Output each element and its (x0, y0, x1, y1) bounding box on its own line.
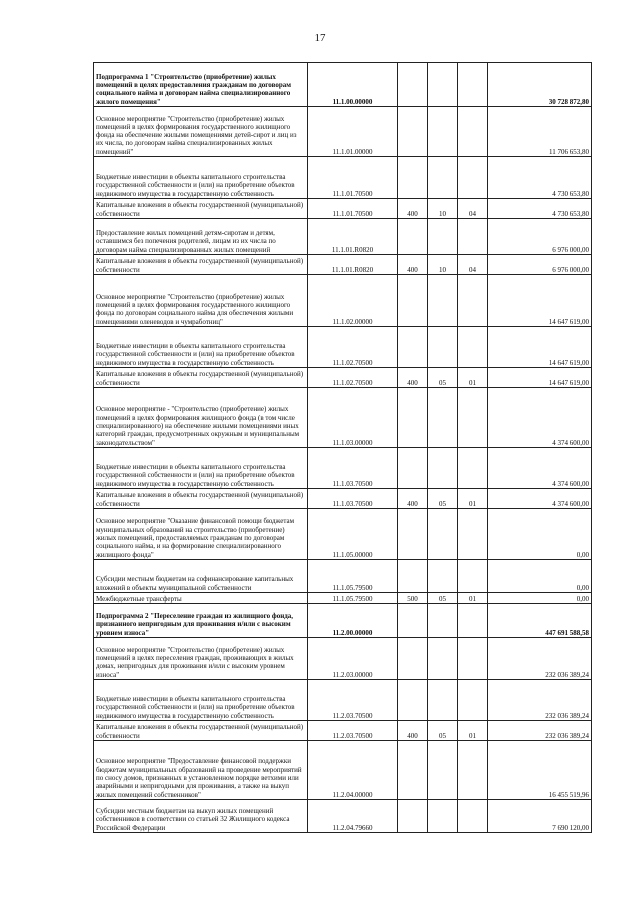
table-row (94, 254, 592, 274)
table-row (94, 592, 592, 603)
row-amount-cell: 0,00 (488, 559, 592, 592)
row-amount-cell: 4 730 653,80 (488, 157, 592, 199)
row-subsection-cell (458, 387, 488, 447)
row-code-cell: 11.1.02.70500 (308, 326, 398, 367)
row-code-cell: 11.1.05.79500 (308, 592, 398, 603)
row-expense-type-cell (398, 508, 428, 559)
row-expense-type-cell (398, 326, 428, 367)
row-amount-cell: 4 730 653,80 (488, 199, 592, 219)
row-section-cell (428, 508, 458, 559)
row-amount-cell: 4 374 600,00 (488, 387, 592, 447)
row-name-cell: Основное мероприятие "Строительство (приобретение) жилых помещений в целях формирования государственного жилищного фонда на обеспечение жилыми помещениями детей-сирот и лиц из их числа, по договорам найма специализированных жилых помещений" (94, 107, 308, 157)
row-section-cell: 05 (428, 720, 458, 740)
row-code-cell: 11.1.01.70500 (308, 157, 398, 199)
table-row (94, 447, 592, 488)
row-subsection-cell: 01 (458, 367, 488, 387)
row-section-cell (428, 219, 458, 255)
row-section-cell (428, 559, 458, 592)
row-subsection-cell (458, 326, 488, 367)
row-code-cell: 11.1.03.70500 (308, 488, 398, 508)
row-section-cell: 05 (428, 367, 458, 387)
table-row (94, 740, 592, 799)
row-subsection-cell (458, 63, 488, 107)
row-section-cell (428, 603, 458, 637)
row-name-cell: Капитальные вложения в объекты государственной (муниципальной) собственности (94, 720, 308, 740)
row-expense-type-cell: 400 (398, 367, 428, 387)
row-code-cell: 11.1.05.79500 (308, 559, 398, 592)
budget-table-body (94, 63, 592, 833)
row-name-cell: Подпрограмма 1 "Строительство (приобретение) жилых помещений в целях предоставления гражданам по договорам социального найма и договорам найма специализированного жилого помещения" (94, 63, 308, 107)
row-section-cell (428, 679, 458, 720)
row-amount-cell: 11 706 653,80 (488, 107, 592, 157)
row-expense-type-cell (398, 157, 428, 199)
table-row (94, 679, 592, 720)
row-subsection-cell (458, 107, 488, 157)
row-expense-type-cell (398, 637, 428, 679)
row-section-cell (428, 637, 458, 679)
row-expense-type-cell (398, 274, 428, 326)
row-section-cell: 05 (428, 488, 458, 508)
row-expense-type-cell: 400 (398, 199, 428, 219)
table-row (94, 367, 592, 387)
row-code-cell: 11.1.03.70500 (308, 447, 398, 488)
row-amount-cell: 0,00 (488, 592, 592, 603)
row-name-cell: Предоставление жилых помещений детям-сиротам и детям, оставшимся без попечения родителей, лицам из их числа по договорам найма специализированных жилых помещений (94, 219, 308, 255)
page-number: 17 (314, 32, 326, 44)
row-code-cell: 11.2.04.79660 (308, 799, 398, 832)
row-section-cell (428, 740, 458, 799)
row-name-cell: Капитальные вложения в объекты государственной (муниципальной) собственности (94, 254, 308, 274)
row-expense-type-cell (398, 603, 428, 637)
row-expense-type-cell (398, 559, 428, 592)
row-section-cell (428, 107, 458, 157)
budget-table (93, 62, 592, 833)
table-row (94, 387, 592, 447)
row-code-cell: 11.1.00.00000 (308, 63, 398, 107)
row-subsection-cell (458, 637, 488, 679)
row-subsection-cell (458, 679, 488, 720)
row-name-cell: Основное мероприятие "Оказание финансовой помощи бюджетам муниципальных образований на строительство (приобретение) жилых помещений, предоставляемых гражданам по договорам социального найма, и на формирование специализированного жилищного фонда" (94, 508, 308, 559)
row-subsection-cell (458, 799, 488, 832)
row-amount-cell: 6 976 000,00 (488, 219, 592, 255)
row-code-cell: 11.1.02.00000 (308, 274, 398, 326)
row-code-cell: 11.1.01.R0820 (308, 219, 398, 255)
row-amount-cell: 14 647 619,00 (488, 326, 592, 367)
row-name-cell: Бюджетные инвестиции в объекты капитального строительства государственной собственности и (или) на приобретение объектов недвижимого имущества в государственную собственность (94, 679, 308, 720)
row-name-cell: Основное мероприятие "Предоставление финансовой поддержки бюджетам муниципальных образований на проведение мероприятий по сносу домов, признанных в установленном порядке ветхими или аварийными и непригодными для проживания, а также на выкуп жилых помещений собственников" (94, 740, 308, 799)
row-subsection-cell (458, 559, 488, 592)
table-row (94, 559, 592, 592)
row-subsection-cell: 01 (458, 488, 488, 508)
row-section-cell (428, 447, 458, 488)
row-subsection-cell (458, 447, 488, 488)
row-subsection-cell: 01 (458, 720, 488, 740)
row-section-cell (428, 326, 458, 367)
row-amount-cell: 7 690 120,00 (488, 799, 592, 832)
row-subsection-cell (458, 603, 488, 637)
row-code-cell: 11.1.01.00000 (308, 107, 398, 157)
table-row (94, 63, 592, 107)
row-code-cell: 11.2.03.70500 (308, 720, 398, 740)
row-subsection-cell (458, 157, 488, 199)
row-code-cell: 11.2.04.00000 (308, 740, 398, 799)
row-section-cell: 05 (428, 592, 458, 603)
row-expense-type-cell (398, 447, 428, 488)
row-name-cell: Основное мероприятие "Строительство (приобретение) жилых помещений в целях переселения граждан, проживающих в жилых домах, непригодных для проживания и/или с высоким уровнем износа" (94, 637, 308, 679)
row-subsection-cell (458, 508, 488, 559)
row-code-cell: 11.1.05.00000 (308, 508, 398, 559)
row-amount-cell: 16 455 519,96 (488, 740, 592, 799)
table-row (94, 274, 592, 326)
row-expense-type-cell (398, 107, 428, 157)
row-code-cell: 11.1.02.70500 (308, 367, 398, 387)
table-row (94, 157, 592, 199)
row-subsection-cell: 04 (458, 199, 488, 219)
row-name-cell: Основное мероприятие "Строительство (приобретение) жилых помещений в целях формирования государственного жилищного фонда по договорам социального найма для обеспечения жилыми помещениями оленеводов и чумработниц" (94, 274, 308, 326)
row-section-cell (428, 799, 458, 832)
row-expense-type-cell (398, 740, 428, 799)
row-code-cell: 11.2.03.00000 (308, 637, 398, 679)
row-name-cell: Субсидии местным бюджетам на софинансирование капитальных вложений в объекты муниципальной собственности (94, 559, 308, 592)
row-amount-cell: 30 728 872,80 (488, 63, 592, 107)
row-name-cell: Бюджетные инвестиции в объекты капитального строительства государственной собственности и (или) на приобретение объектов недвижимого имущества в государственную собственность (94, 447, 308, 488)
table-row (94, 488, 592, 508)
row-expense-type-cell: 400 (398, 488, 428, 508)
row-expense-type-cell (398, 63, 428, 107)
row-amount-cell: 0,00 (488, 508, 592, 559)
row-name-cell: Субсидии местным бюджетам на выкуп жилых помещений собственников в соответствии со статьей 32 Жилищного кодекса Российской Федерации (94, 799, 308, 832)
row-expense-type-cell (398, 679, 428, 720)
row-expense-type-cell: 400 (398, 254, 428, 274)
row-subsection-cell (458, 274, 488, 326)
table-row (94, 107, 592, 157)
row-section-cell: 10 (428, 254, 458, 274)
row-section-cell (428, 274, 458, 326)
table-row (94, 326, 592, 367)
row-subsection-cell: 01 (458, 592, 488, 603)
row-section-cell (428, 157, 458, 199)
row-code-cell: 11.1.03.00000 (308, 387, 398, 447)
table-row (94, 720, 592, 740)
row-code-cell: 11.2.00.00000 (308, 603, 398, 637)
row-name-cell: Подпрограмма 2 "Переселение граждан из жилищного фонда, признанного непригодным для проживания и/или с высоким уровнем износа" (94, 603, 308, 637)
row-name-cell: Капитальные вложения в объекты государственной (муниципальной) собственности (94, 199, 308, 219)
table-row (94, 603, 592, 637)
row-expense-type-cell (398, 799, 428, 832)
table-row (94, 219, 592, 255)
row-subsection-cell (458, 740, 488, 799)
row-expense-type-cell (398, 219, 428, 255)
row-section-cell: 10 (428, 199, 458, 219)
row-section-cell (428, 63, 458, 107)
row-code-cell: 11.1.01.70500 (308, 199, 398, 219)
row-name-cell: Основное мероприятие - "Строительство (приобретение) жилых помещений в целях формирования жилищного фонда (в том числе специализированного) на обеспечение жилыми помещениями иных категорий граждан, предусмотренных окружным и муниципальным законодательством" (94, 387, 308, 447)
row-name-cell: Межбюджетные трансферты (94, 592, 308, 603)
row-amount-cell: 4 374 600,00 (488, 488, 592, 508)
row-name-cell: Бюджетные инвестиции в объекты капитального строительства государственной собственности и (или) на приобретение объектов недвижимого имущества в государственную собственность (94, 157, 308, 199)
row-amount-cell: 14 647 619,00 (488, 274, 592, 326)
row-code-cell: 11.1.01.R0820 (308, 254, 398, 274)
row-name-cell: Капитальные вложения в объекты государственной (муниципальной) собственности (94, 367, 308, 387)
row-expense-type-cell: 500 (398, 592, 428, 603)
row-amount-cell: 232 036 389,24 (488, 637, 592, 679)
row-amount-cell: 4 374 600,00 (488, 447, 592, 488)
table-row (94, 799, 592, 832)
table-row (94, 637, 592, 679)
row-code-cell: 11.2.03.70500 (308, 679, 398, 720)
row-amount-cell: 232 036 389,24 (488, 720, 592, 740)
table-row (94, 199, 592, 219)
row-expense-type-cell: 400 (398, 720, 428, 740)
table-row (94, 508, 592, 559)
row-name-cell: Бюджетные инвестиции в объекты капитального строительства государственной собственности и (или) на приобретение объектов недвижимого имущества в государственную собственность (94, 326, 308, 367)
row-amount-cell: 232 036 389,24 (488, 679, 592, 720)
row-amount-cell: 447 691 588,58 (488, 603, 592, 637)
row-expense-type-cell (398, 387, 428, 447)
row-amount-cell: 14 647 619,00 (488, 367, 592, 387)
row-name-cell: Капитальные вложения в объекты государственной (муниципальной) собственности (94, 488, 308, 508)
row-section-cell (428, 387, 458, 447)
row-subsection-cell (458, 219, 488, 255)
row-subsection-cell: 04 (458, 254, 488, 274)
row-amount-cell: 6 976 000,00 (488, 254, 592, 274)
